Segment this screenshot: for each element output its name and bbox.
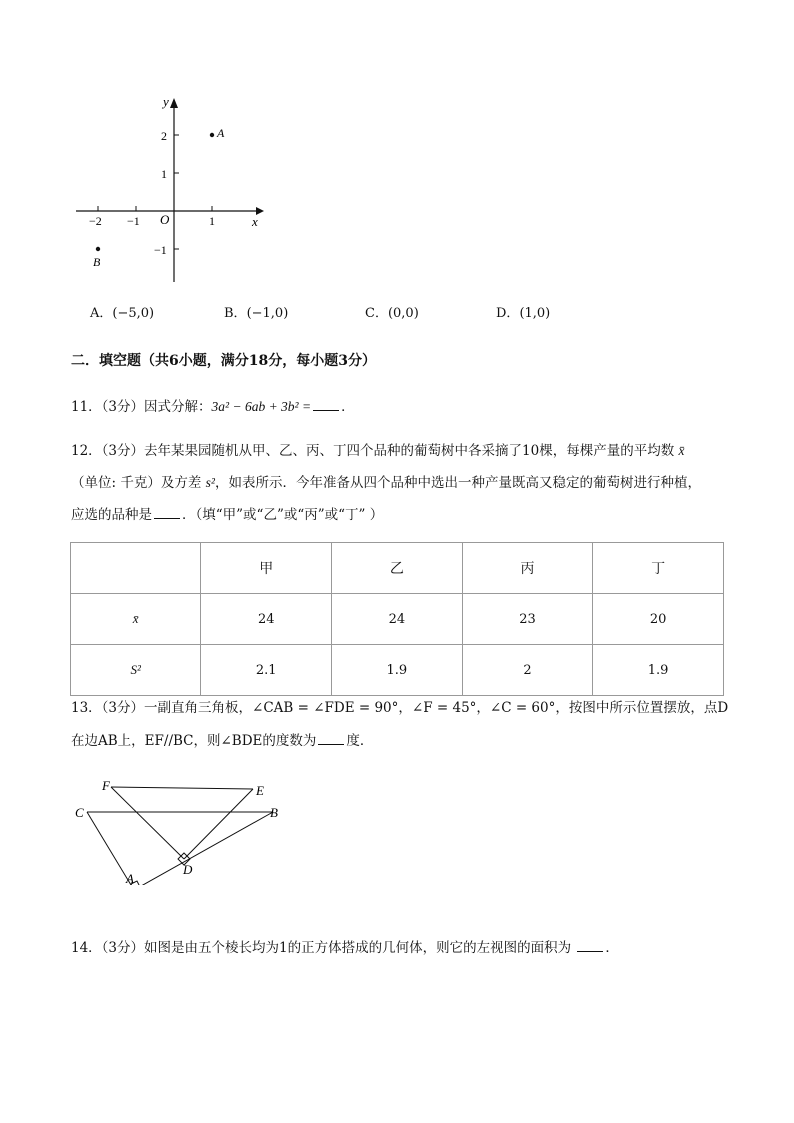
q12-line3-b: ．（填“甲”或“乙”或“丙”或“丁” ） [182,507,384,523]
table-row [71,594,724,645]
q11-answer-blank[interactable] [313,397,339,411]
table-header-cell: 丙 [462,543,593,594]
q12-line2-b: ，如表所示．今年准备从四个品种中选出一种产量既高又稳定的葡萄树进行种植， [214,475,701,491]
table-cell: 2.1 [201,645,332,696]
q12-line2-a: （单位: 千克）及方差 [71,475,202,491]
label-f: F [102,778,110,793]
y-tick-label-1: 1 [161,167,167,181]
q11-prefix: 11．（3分）因式分解： [71,399,212,415]
question-13-line-2 [71,731,373,750]
coordinate-graph [60,90,290,290]
q12-mean-symbol: x̄ [678,443,685,458]
question-12-line-3 [71,505,383,524]
label-a: A [126,871,134,885]
option-d-value: (1,0) [519,306,551,321]
option-d-letter: D． [496,306,520,321]
segment-fd [111,787,184,859]
table-row-label: S² [71,645,201,696]
q14-text: 14．（3分）如图是由五个棱长均为1的正方体搭成的几何体，则它的左视图的面积为 [71,940,572,956]
table-header-cell: 乙 [332,543,463,594]
variety-table [70,542,724,696]
q11-expression: 3a² − 6ab + 3b² = [211,399,312,414]
q14-suffix: ． [605,940,619,956]
q13-line2-b: 度． [346,733,374,749]
table-cell: 2 [462,645,593,696]
table-header-cell: 甲 [201,543,332,594]
table-cell: 23 [462,594,593,645]
y-axis-arrow [170,98,178,108]
table-row [71,645,724,696]
question-13-line-1: 13．（3分）一副直角三角板，∠CAB = ∠FDE = 90°，∠F = 45°，∠C = 60°，按图中所示位置摆放，点D [71,700,729,716]
option-c-letter: C． [365,306,388,321]
option-b[interactable] [224,305,288,323]
x-tick-label-neg2: −2 [89,214,102,228]
segment-ed [184,789,253,859]
option-c[interactable] [365,305,419,323]
y-axis-label: y [163,94,169,109]
table-header-cell [71,543,201,594]
table-cell: 1.9 [593,645,724,696]
table-row-label: x̄ [71,594,201,645]
question-11 [71,397,355,416]
y-tick-label-2: 2 [161,129,167,143]
table-cell: 24 [201,594,332,645]
option-a-value: (−5,0) [112,306,155,321]
q12-answer-blank[interactable] [154,505,180,519]
q13-answer-blank[interactable] [318,731,344,745]
label-e: E [256,783,264,798]
segment-ab [134,812,273,885]
section-title: 二．填空题（共6小题，满分18分，每小题3分） [71,353,376,369]
point-a-label: A [217,126,225,140]
q12-variance-symbol: s² [205,475,215,490]
table-cell: 1.9 [332,645,463,696]
question-12-line-2 [71,474,701,492]
x-tick-label-1: 1 [209,214,215,228]
table-header-row [71,543,724,594]
q12-line1-text: 12．（3分）去年某果园随机从甲、乙、丙、丁四个品种的葡萄树中各采摘了10棵，每棵产量的平均数 [71,443,675,459]
option-b-value: (−1,0) [246,306,289,321]
q12-line3-a: 应选的品种是 [71,507,152,523]
segment-fe [111,787,253,789]
point-b-dot [96,247,100,251]
option-b-letter: B． [224,306,247,321]
q11-suffix: ． [341,399,355,415]
q13-line2-a: 在边AB上，EF//BC，则∠BDE的度数为 [71,733,317,749]
table-cell: 24 [332,594,463,645]
x-tick-label-neg1: −1 [127,214,140,228]
option-a[interactable] [90,305,154,323]
label-d: D [183,862,193,877]
question-14 [71,938,619,957]
x-axis-label: x [252,214,258,229]
point-a-dot [210,133,214,137]
option-c-value: (0,0) [387,306,419,321]
y-tick-label-neg1: −1 [154,243,167,257]
label-b: B [270,805,278,820]
question-12-line-1 [71,442,685,460]
triangle-figure [70,775,290,885]
q14-answer-blank[interactable] [577,938,603,952]
table-cell: 20 [593,594,724,645]
option-a-letter: A． [90,306,113,321]
origin-label: O [160,212,170,227]
table-header-cell: 丁 [593,543,724,594]
label-c: C [75,805,84,820]
point-b-label: B [93,255,101,269]
option-d[interactable] [496,305,550,323]
